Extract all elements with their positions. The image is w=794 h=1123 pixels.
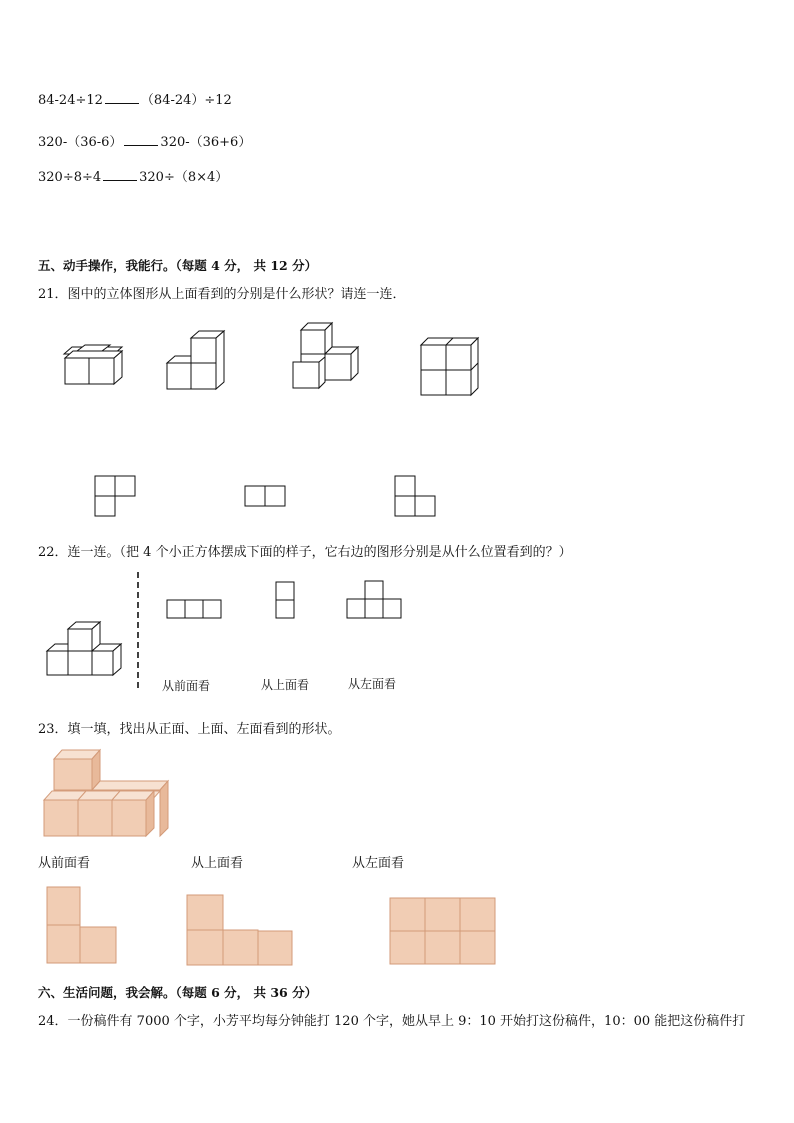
question-24-text: 24．一份稿件有 7000 个字，小芳平均每分钟能打 120 个字，她从早上 9：10 开始打这份稿件，10：00 能把这份稿件打 xyxy=(38,1014,746,1029)
q22-label-top: 从上面看 xyxy=(261,678,310,692)
q21-view-3 xyxy=(394,475,436,517)
q23-label-top: 从上面看 xyxy=(191,856,244,871)
q22-label-front: 从前面看 xyxy=(162,679,211,693)
section-heading-6: 六、生活问题，我会解。（每题 6 分， 共 36 分） xyxy=(38,985,318,1000)
section-heading-5: 五、动手操作，我能行。（每题 4 分， 共 12 分） xyxy=(38,258,318,273)
comparison-right: 320-（36+6） xyxy=(160,135,252,150)
comparison-3 xyxy=(38,166,228,185)
answer-blank[interactable] xyxy=(124,134,158,146)
q21-solid-2 xyxy=(166,329,228,391)
q23-view-left xyxy=(389,897,497,965)
q23-view-top xyxy=(186,894,294,966)
comparison-left: 84-24÷12 xyxy=(38,93,103,108)
dashed-divider xyxy=(136,572,140,692)
comparison-left: 320-（36-6） xyxy=(38,135,123,150)
q21-view-1 xyxy=(94,475,136,517)
q22-view-column xyxy=(275,581,295,619)
q23-view-front xyxy=(46,886,118,964)
q22-label-left: 从左面看 xyxy=(348,677,397,691)
q23-label-front: 从前面看 xyxy=(38,856,91,871)
q21-solid-3 xyxy=(292,322,362,394)
question-22-text: 22．连一连。（把 4 个小正方体摆成下面的样子，它右边的图形分别是从什么位置看到的？） xyxy=(38,545,572,560)
comparison-right: （84-24）÷12 xyxy=(140,93,232,108)
question-23-text: 23．填一填，找出从正面、上面、左面看到的形状。 xyxy=(38,722,341,737)
answer-blank[interactable] xyxy=(105,92,139,104)
q21-view-2 xyxy=(244,485,286,507)
comparison-left: 320÷8÷4 xyxy=(38,170,102,185)
q22-view-t-shape xyxy=(346,580,404,620)
comparison-2 xyxy=(38,131,251,150)
question-21-text: 21．图中的立体图形从上面看到的分别是什么形状？请连一连． xyxy=(38,287,406,302)
q22-solid xyxy=(46,620,126,678)
comparison-1 xyxy=(38,89,232,108)
answer-blank[interactable] xyxy=(103,169,137,181)
q22-view-front-row xyxy=(166,599,222,619)
q23-solid xyxy=(44,748,170,838)
q21-solid-1 xyxy=(64,344,126,386)
q21-solid-4 xyxy=(420,336,484,398)
comparison-right: 320÷（8×4） xyxy=(139,170,229,185)
q23-label-left: 从左面看 xyxy=(352,856,405,871)
